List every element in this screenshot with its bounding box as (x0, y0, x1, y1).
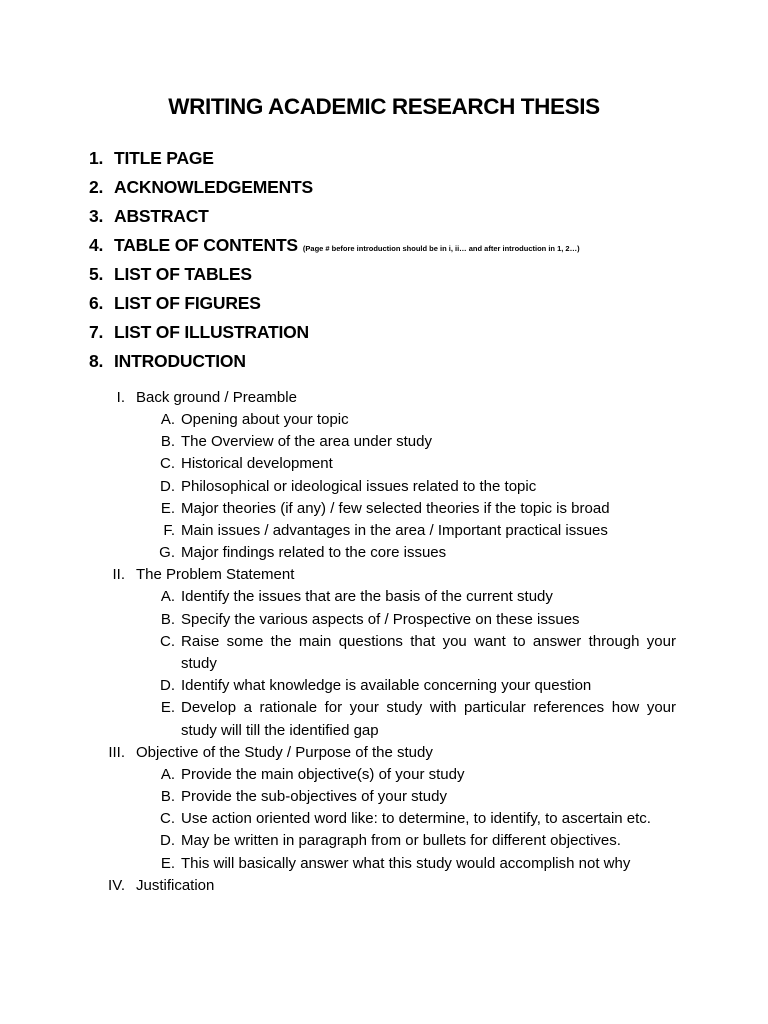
section-label: The Problem Statement (136, 566, 295, 584)
list-item (0, 786, 768, 808)
section-objective (0, 742, 768, 875)
list-item-text: Major theories (if any) / few selected theories if the topic is broad (181, 499, 610, 517)
list-item-letter: B. (160, 610, 175, 628)
main-item-label: TITLE PAGE (114, 148, 214, 168)
list-item-letter: E. (160, 699, 175, 717)
main-item-number: 8. (89, 351, 104, 371)
section-heading (0, 564, 768, 586)
list-item-letter: E. (160, 854, 175, 872)
list-item (0, 431, 768, 453)
main-item-label: ABSTRACT (114, 206, 209, 226)
list-item-text: Provide the sub-objectives of your study (181, 788, 447, 806)
section-heading (0, 742, 768, 764)
main-item-acknowledgements (89, 173, 709, 202)
main-item-number: 5. (89, 264, 104, 284)
main-item-number: 1. (89, 148, 104, 168)
list-item-letter: C. (160, 810, 175, 828)
section-number: I. (116, 389, 125, 406)
main-item-number: 4. (89, 235, 104, 255)
main-item-list-of-illustration (89, 318, 709, 347)
main-item-list-of-tables (89, 260, 709, 289)
main-item-table-of-contents (89, 231, 709, 260)
list-item-letter: D. (160, 677, 175, 695)
list-item (0, 631, 768, 675)
main-item-number: 3. (89, 206, 104, 226)
list-item (0, 586, 768, 608)
list-item-letter: E. (160, 499, 175, 517)
main-item-label: ACKNOWLEDGEMENTS (114, 177, 314, 197)
list-item-letter: F. (163, 522, 175, 540)
list-item-text: Identify the issues that are the basis of the current study (181, 588, 553, 606)
list-item-letter: A. (160, 765, 175, 783)
list-item (0, 520, 768, 542)
list-item-text: This will basically answer what this study would accomplish not why (181, 854, 631, 872)
list-item (0, 453, 768, 475)
section-problem-statement (0, 564, 768, 741)
list-item-letter: A. (160, 411, 175, 428)
list-item-letter: C. (160, 455, 175, 473)
list-item (0, 853, 768, 875)
main-item-label: LIST OF ILLUSTRATION (114, 322, 309, 342)
main-item-abstract (89, 202, 709, 231)
list-item-text: Major findings related to the core issues (181, 544, 447, 562)
list-item-text: The Overview of the area under study (181, 433, 432, 451)
main-item-label: LIST OF FIGURES (114, 293, 261, 313)
list-item (0, 498, 768, 520)
list-item-letter: B. (160, 433, 175, 451)
list-item-text: Specify the various aspects of / Prospective on these issues (181, 610, 580, 628)
list-item-text: Philosophical or ideological issues related to the topic (181, 477, 537, 495)
section-number: II. (112, 566, 125, 584)
main-item-number: 2. (89, 177, 104, 197)
list-item-letter: B. (160, 788, 175, 806)
list-item (0, 409, 768, 431)
section-justification (0, 875, 768, 897)
main-item-number: 6. (89, 293, 104, 313)
list-item (0, 697, 768, 741)
list-item-letter: D. (160, 832, 175, 850)
list-item-letter: C. (160, 632, 175, 650)
section-heading (0, 875, 768, 897)
list-item-text: May be written in paragraph from or bullets for different objectives. (181, 832, 621, 850)
section-label: Objective of the Study / Purpose of the study (136, 743, 433, 761)
list-item (0, 675, 768, 697)
section-number: III. (108, 743, 125, 761)
main-item-introduction (89, 347, 709, 376)
main-item-list-of-figures (89, 289, 709, 318)
section-number: IV. (108, 876, 125, 894)
list-item-text: Opening about your topic (181, 411, 349, 428)
list-item-letter: G. (159, 544, 175, 562)
list-item-text: Identify what knowledge is available concerning your question (181, 677, 592, 695)
section-heading (0, 387, 768, 409)
list-item (0, 476, 768, 498)
section-label: Back ground / Preamble (136, 389, 297, 406)
main-item-label: INTRODUCTION (114, 351, 246, 371)
section-background (0, 387, 768, 564)
main-item-label: LIST OF TABLES (114, 264, 252, 284)
list-item-letter: D. (160, 477, 175, 495)
main-item-note: (Page # before introduction should be in i, ii… and after introduction in 1, 2…) (302, 244, 580, 253)
introduction-subsections (0, 387, 768, 897)
list-item (0, 542, 768, 564)
list-item-text: Develop a rationale for your study with particular references how your study will till the identified gap (181, 699, 676, 739)
list-item (0, 830, 768, 852)
list-item-text: Use action oriented word like: to determine, to identify, to ascertain etc. (181, 810, 651, 828)
main-outline-list (89, 144, 709, 376)
list-item-text: Historical development (181, 455, 333, 473)
list-item-text: Main issues / advantages in the area / Important practical issues (181, 522, 608, 540)
main-item-number: 7. (89, 322, 104, 342)
document-title: WRITING ACADEMIC RESEARCH THESIS (168, 94, 600, 119)
list-item-text: Provide the main objective(s) of your study (181, 765, 465, 783)
list-item-text: Raise some the main questions that you want to answer through your study (181, 632, 676, 673)
list-item-letter: A. (160, 588, 175, 606)
main-item-label: TABLE OF CONTENTS (114, 235, 298, 255)
main-item-title-page (89, 144, 709, 173)
list-item (0, 609, 768, 631)
list-item (0, 808, 768, 830)
list-item (0, 764, 768, 786)
section-label: Justification (136, 876, 215, 894)
